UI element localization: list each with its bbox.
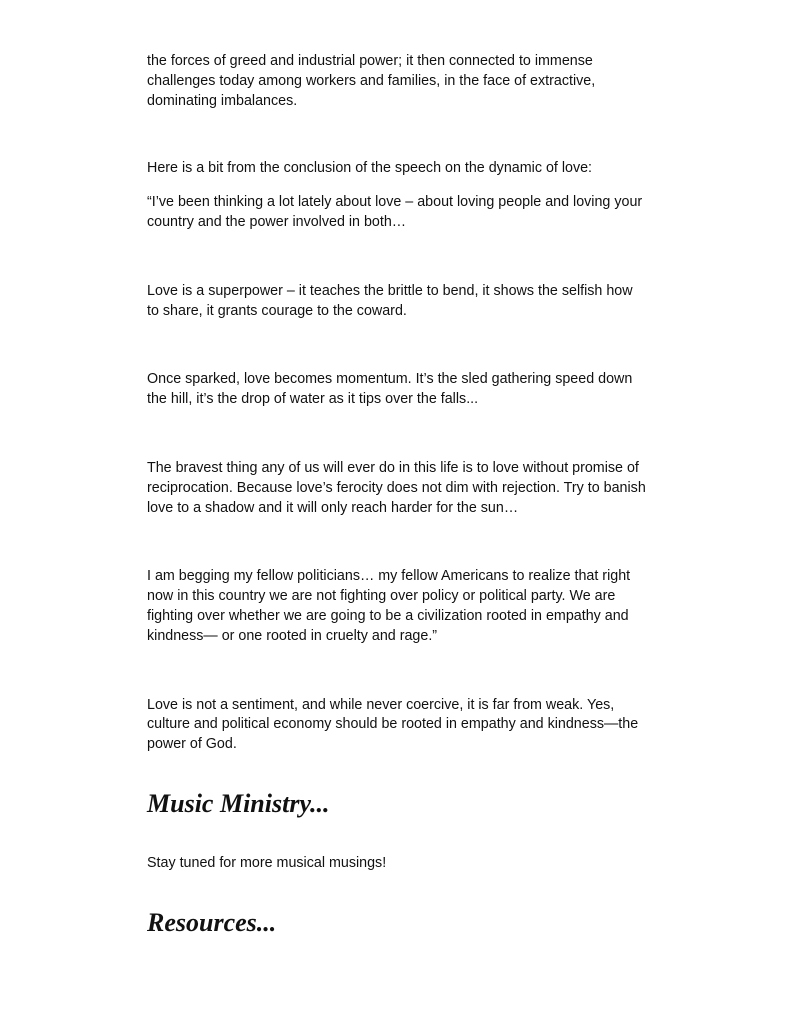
paragraph-greed-industrial-power: the forces of greed and industrial power; it then connected to immense challenges today among workers and families, in the face of extractive, dominating imbalances. xyxy=(147,53,596,109)
paragraph-quote-superpower: Love is a superpower – it teaches the brittle to bend, it shows the selfish how to share, it grants courage to the coward. xyxy=(147,282,633,319)
music-ministry-text: Stay tuned for more musical musings! xyxy=(147,854,387,871)
paragraph-quote-fellow-politicians: I am begging my fellow politicians… my fellow Americans to realize that right now in this country we are not fighting over policy or political party. We are fighting over whether we are going to be a civilization rooted in empathy and kindness— or one rooted in cruelty and rage.” xyxy=(147,568,631,644)
music-ministry-heading: Music Ministry... xyxy=(147,788,330,818)
paragraph-quote-bravest-thing: The bravest thing any of us will ever do in this life is to love without promise of reciprocation. Because love’s ferocity does not dim with rejection. Try to banish love to a shadow and it will only reach harder for the sun… xyxy=(147,459,646,516)
paragraph-quote-thinking-about-love: “I’ve been thinking a lot lately about love – about loving people and loving your country and the power involved in both… xyxy=(147,194,643,230)
paragraph-quote-momentum: Once sparked, love becomes momentum. It’s the sled gathering speed down the hill, it’s the drop of water as it tips over the falls... xyxy=(147,371,633,408)
paragraph-love-not-sentiment: Love is not a sentiment, and while never coercive, it is far from weak. Yes, culture and political economy should be rooted in empathy and kindness—the power of God. xyxy=(147,696,639,753)
article-content xyxy=(147,52,647,938)
resources-heading: Resources... xyxy=(147,907,277,937)
paragraph-speech-intro: Here is a bit from the conclusion of the speech on the dynamic of love: xyxy=(147,160,593,177)
